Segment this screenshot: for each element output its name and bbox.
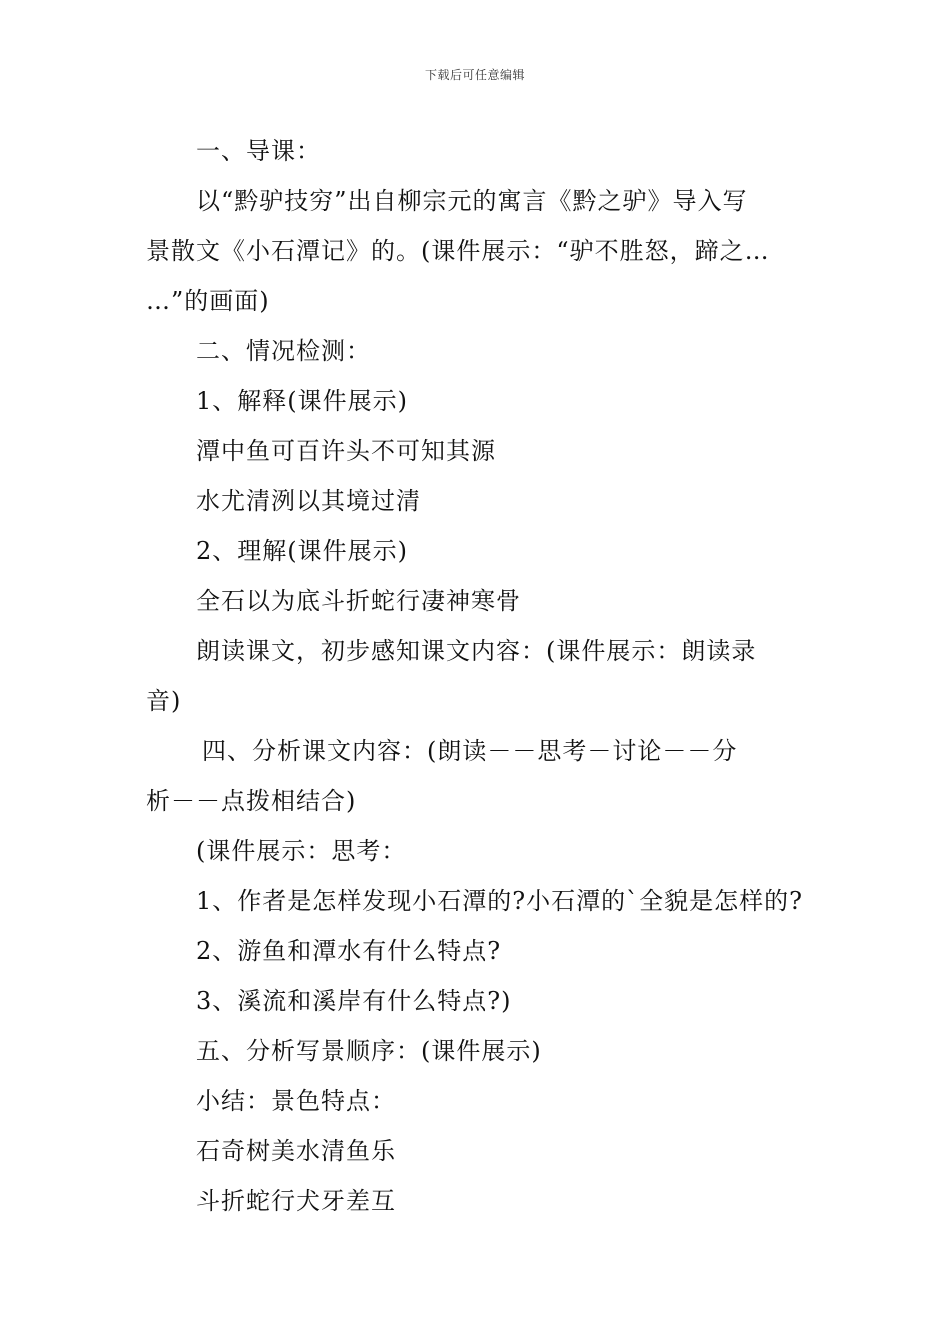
section-heading-order: 五、分析写景顺序：(课件展示) <box>196 1037 542 1065</box>
paragraph-line: 潭中鱼可百许头不可知其源 <box>196 437 496 465</box>
paragraph-line: 音) <box>146 687 182 715</box>
summary-heading: 小结：景色特点： <box>196 1087 396 1115</box>
document-body <box>146 126 808 1226</box>
paragraph-line: 全石以为底斗折蛇行凄神寒骨 <box>196 587 521 615</box>
paragraph-line: (课件展示：思考： <box>196 837 407 865</box>
question-item: 2、游鱼和潭水有什么特点? <box>196 937 502 965</box>
paragraph-line: 朗读课文，初步感知课文内容：(课件展示：朗读录 <box>196 637 757 665</box>
section-heading-check: 二、情况检测： <box>196 337 371 365</box>
header-note: 下载后可任意编辑 <box>424 68 525 82</box>
summary-line: 石奇树美水清鱼乐 <box>196 1137 396 1165</box>
subheading-understand: 2、理解(课件展示) <box>196 537 408 565</box>
paragraph-line: 析－－点拨相结合) <box>146 787 357 815</box>
paragraph-line: 水尤清洌以其境过清 <box>196 487 421 515</box>
section-heading-intro: 一、导课： <box>196 137 321 165</box>
subheading-explain: 1、解释(课件展示) <box>196 387 408 415</box>
summary-line: 斗折蛇行犬牙差互 <box>196 1187 396 1215</box>
question-item: 1、作者是怎样发现小石潭的?小石潭的`全貌是怎样的? <box>196 887 804 915</box>
section-heading-analysis: 四、分析课文内容：(朗读－－思考－讨论－－分 <box>202 737 738 765</box>
question-item: 3、溪流和溪岸有什么特点?) <box>196 987 512 1015</box>
paragraph-line: …”的画面) <box>146 287 270 315</box>
paragraph-line: 景散文《小石潭记》的。(课件展示：“驴不胜怒，蹄之… <box>146 237 770 265</box>
paragraph-line: 以“黔驴技穷”出自柳宗元的寓言《黔之驴》导入写 <box>196 187 748 215</box>
